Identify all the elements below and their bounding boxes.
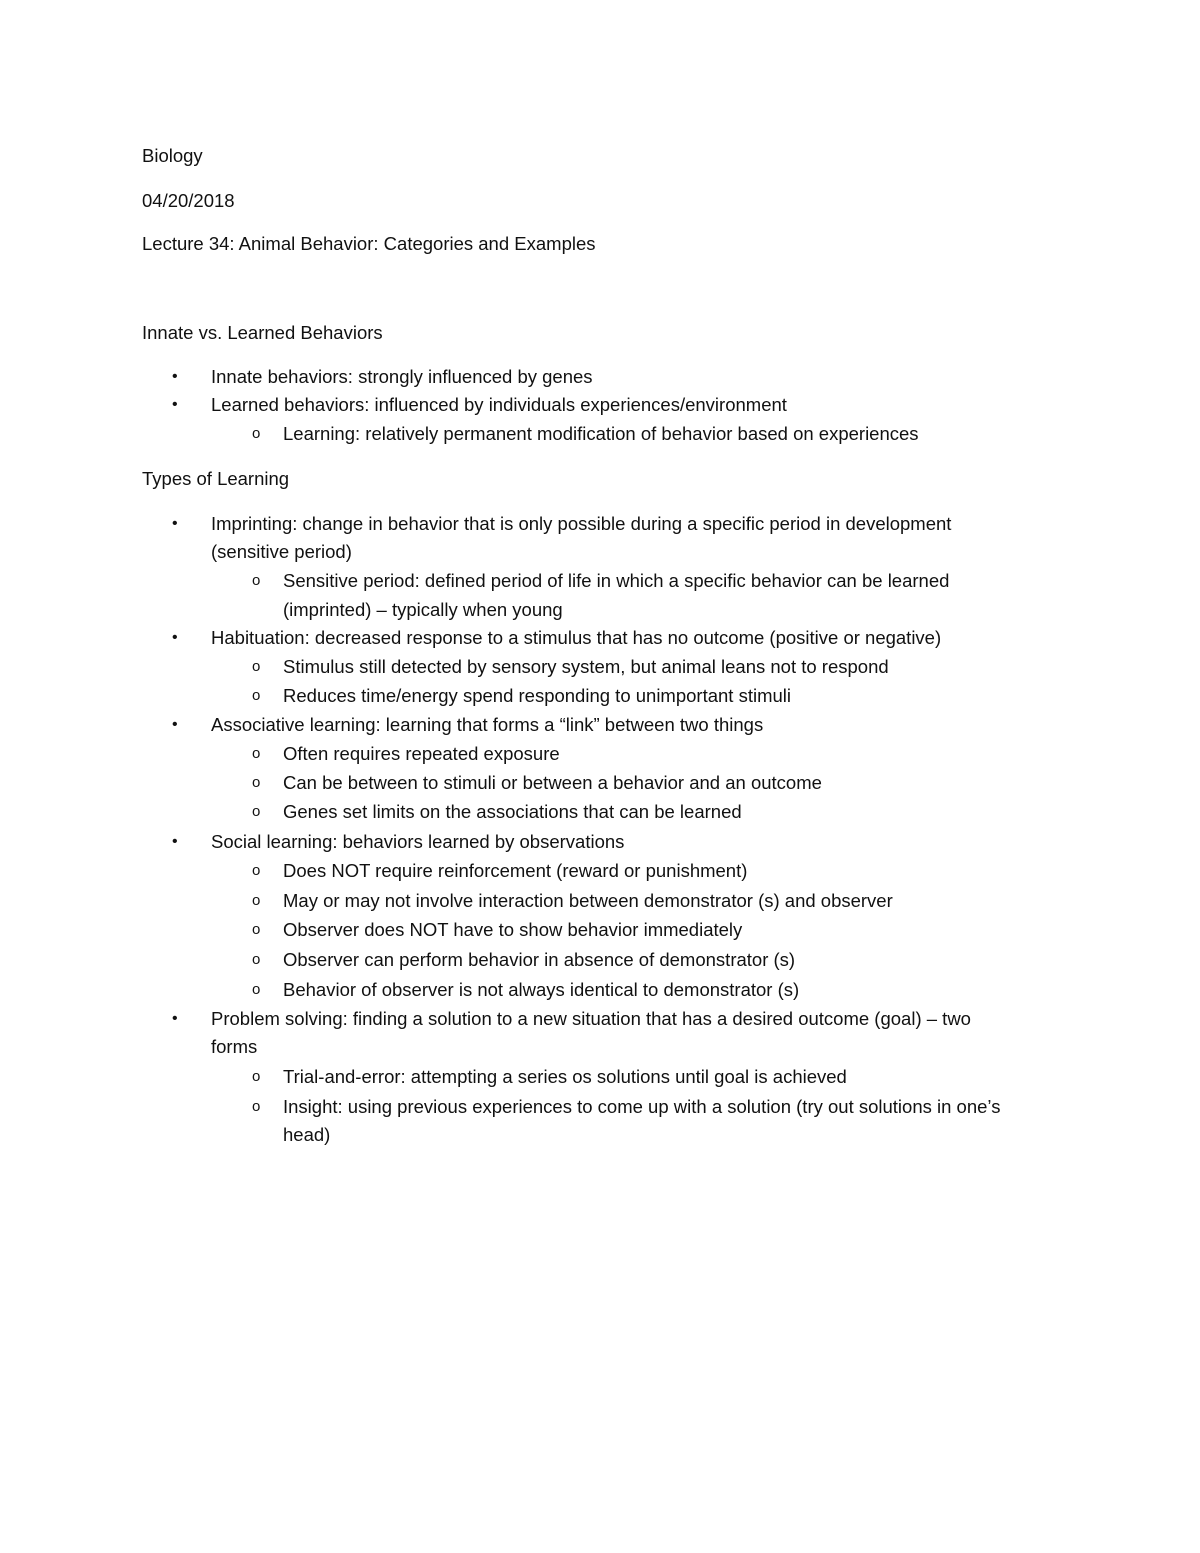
sub-list-item-text: Does NOT require reinforcement (reward or punishment) (283, 860, 748, 881)
bullet-marker: • (172, 396, 178, 413)
bullet-marker: • (172, 716, 178, 733)
sub-list-item-text: Sensitive period: defined period of life in which a specific behavior can be learned (283, 570, 950, 591)
list-item-text: Imprinting: change in behavior that is only possible during a specific period in development (211, 513, 952, 534)
sub-list-item-text: Behavior of observer is not always identical to demonstrator (s) (283, 979, 800, 1000)
sub-list-item-text: Often requires repeated exposure (283, 743, 560, 764)
sub-list-item-text-continued: head) (283, 1124, 331, 1145)
sub-bullet-marker: o (252, 1068, 261, 1085)
sub-list-item-text: Learning: relatively permanent modification of behavior based on experiences (283, 423, 919, 444)
sub-list-item-text: Reduces time/energy spend responding to unimportant stimuli (283, 685, 792, 706)
sub-list-item-text: Insight: using previous experiences to come up with a solution (try out solutions in one’s (283, 1096, 1001, 1117)
section-heading-types-of-learning: Types of Learning (142, 468, 290, 489)
sub-list-item-text: Trial-and-error: attempting a series os solutions until goal is achieved (283, 1066, 847, 1087)
sub-bullet-marker: o (252, 981, 261, 998)
bullet-marker: • (172, 833, 178, 850)
bullet-marker: • (172, 368, 178, 385)
sub-list-item-text: Observer can perform behavior in absence of demonstrator (s) (283, 949, 796, 970)
sub-bullet-marker: o (252, 1098, 261, 1115)
list-item-text: Innate behaviors: strongly influenced by genes (211, 366, 593, 387)
course-name: Biology (142, 145, 203, 166)
bullet-marker: • (172, 629, 178, 646)
list-item-text: Learned behaviors: influenced by individuals experiences/environment (211, 394, 787, 415)
sub-bullet-marker: o (252, 425, 261, 442)
list-item-text-continued: (sensitive period) (211, 541, 352, 562)
sub-list-item-text-continued: (imprinted) – typically when young (283, 599, 563, 620)
sub-bullet-marker: o (252, 951, 261, 968)
list-item-text: Habituation: decreased response to a stimulus that has no outcome (positive or negative) (211, 627, 942, 648)
bullet-marker: • (172, 515, 178, 532)
sub-bullet-marker: o (252, 803, 261, 820)
sub-bullet-marker: o (252, 921, 261, 938)
sub-bullet-marker: o (252, 745, 261, 762)
sub-list-item-text: May or may not involve interaction between demonstrator (s) and observer (283, 890, 893, 911)
list-item-text: Associative learning: learning that forms a “link” between two things (211, 714, 764, 735)
sub-list-item-text: Genes set limits on the associations that can be learned (283, 801, 742, 822)
sub-list-item-text: Observer does NOT have to show behavior immediately (283, 919, 743, 940)
list-item-text-continued: forms (211, 1036, 258, 1057)
list-item-text: Problem solving: finding a solution to a new situation that has a desired outcome (goal) – two (211, 1008, 971, 1029)
sub-bullet-marker: o (252, 572, 261, 589)
sub-bullet-marker: o (252, 658, 261, 675)
list-item-text: Social learning: behaviors learned by observations (211, 831, 625, 852)
sub-bullet-marker: o (252, 862, 261, 879)
sub-bullet-marker: o (252, 774, 261, 791)
sub-list-item-text: Can be between to stimuli or between a behavior and an outcome (283, 772, 822, 793)
sub-list-item-text: Stimulus still detected by sensory system, but animal leans not to respond (283, 656, 889, 677)
lecture-date: 04/20/2018 (142, 190, 235, 211)
sub-bullet-marker: o (252, 687, 261, 704)
lecture-title: Lecture 34: Animal Behavior: Categories and Examples (142, 233, 596, 254)
bullet-marker: • (172, 1010, 178, 1027)
section-heading-innate-vs-learned: Innate vs. Learned Behaviors (142, 322, 383, 343)
sub-bullet-marker: o (252, 892, 261, 909)
